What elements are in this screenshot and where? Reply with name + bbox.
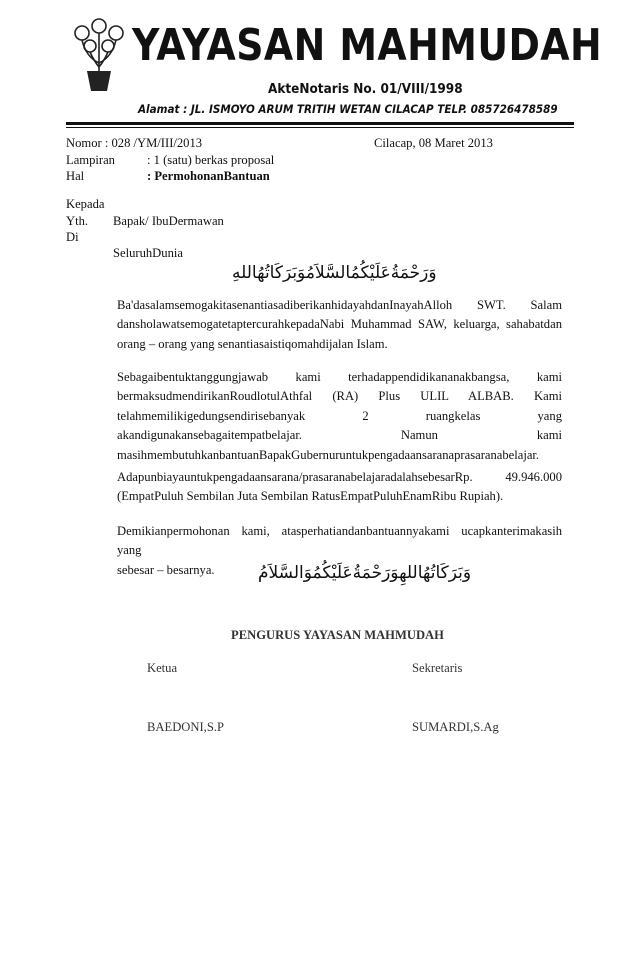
notary-deed: AkteNotaris No. 01/VIII/1998 xyxy=(268,82,463,97)
tree-logo-icon xyxy=(70,13,128,95)
paragraph-line: Sebagaibentuktanggungjawab kami terhadappendidikananakbangsa, kami xyxy=(117,370,562,384)
paragraph-line: bermaksudmendirikanRoudlotulAthfal (RA) Plus ULIL ALBAB. Kami xyxy=(117,389,562,404)
arabic-closing: وَبَرَكَاتُهُاللهِوَرَحْمَةُعَلَيْكُمُوَالسَّلاَمُ xyxy=(258,563,472,583)
paragraph-line: dansholawatsemogatetaptercurahkepadaNabi Muhammad SAW, keluarga, sahabatdan xyxy=(117,317,562,332)
place-date: Cilacap, 08 Maret 2013 xyxy=(374,136,493,150)
secretary-title: Sekretaris xyxy=(412,661,463,675)
organization-address: Alamat : JL. ISMOYO ARUM TRITIH WETAN CILACAP TELP. 085726478589 xyxy=(138,102,558,116)
recipient-yth-label: Yth. xyxy=(66,214,89,228)
chairman-name: BAEDONI,S.P xyxy=(147,720,224,734)
chairman-title: Ketua xyxy=(147,661,178,675)
recipient-di: Di xyxy=(66,230,79,244)
secretary-name: SUMARDI,S.Ag xyxy=(412,720,499,734)
paragraph-line: akandigunakansebagaitempatbelajar. Namun kami xyxy=(117,428,562,443)
paragraph-line: Ba'dasalamsemogakitasenantiasadiberikanhidayahdanInayahAlloh SWT. Salam xyxy=(117,298,562,312)
paragraph-line: masihmembutuhkanbantuanBapakGubernuruntukpengadaansaranaprasaranabelajar. xyxy=(117,447,540,462)
letter-number: Nomor : 028 /YM/III/2013 xyxy=(66,136,203,150)
paragraph-line: sebesar – besarnya. xyxy=(117,562,215,577)
paragraph-line: telahmemilikigedungsendirisebanyak 2 ruangkelas yang xyxy=(117,408,562,423)
recipient-name: Bapak/ IbuDermawan xyxy=(113,214,224,228)
attachment-value: : 1 (satu) berkas proposal xyxy=(147,153,275,167)
organization-name: YAYASAN MAHMUDAH xyxy=(132,20,603,71)
paragraph-line: Adapunbiayauntukpengadaansarana/prasaranabelajaradalahsebesarRp. 49.946.000 xyxy=(117,470,562,484)
letterhead-rule-thick xyxy=(66,122,574,125)
subject-value: : PermohonanBantuan xyxy=(147,169,270,183)
arabic-greeting: وَرَحْمَةُعَلَيْكُمُالسَّلاَمُوَبَرَكَاتُهُاللهِ xyxy=(232,263,437,283)
recipient-location: SeluruhDunia xyxy=(113,246,183,260)
subject-label: Hal xyxy=(66,169,85,183)
signature-heading: PENGURUS YAYASAN MAHMUDAH xyxy=(231,628,444,642)
paragraph-line: (EmpatPuluh Sembilan Juta Sembilan RatusEmpatPuluhEnamRibu Rupiah). xyxy=(117,489,504,504)
paragraph-purpose xyxy=(117,368,562,465)
attachment-label: Lampiran xyxy=(66,153,115,167)
paragraph-opening xyxy=(117,296,562,354)
recipient-kepada: Kepada xyxy=(66,197,105,211)
paragraph-line: Demikianpermohonan kami, atasperhatiandanbantuannyakami ucapkanterimakasih yang xyxy=(117,524,562,558)
paragraph-line: orang – orang yang senantiasaistiqomahdijalan Islam. xyxy=(117,336,388,351)
letterhead-rule-thin xyxy=(66,127,574,128)
paragraph-cost xyxy=(117,468,562,507)
